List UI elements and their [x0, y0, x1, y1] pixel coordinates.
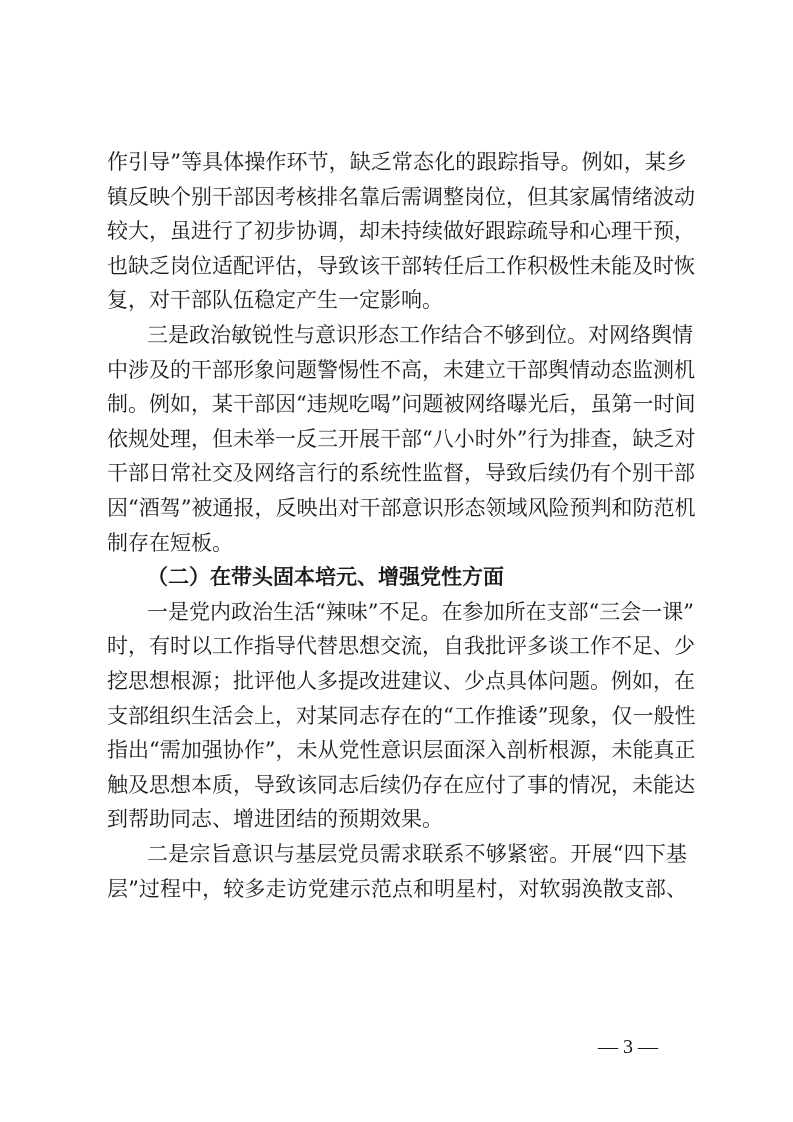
- body-line-7: 中涉及的干部形象问题警惕性不高，未建立干部舆情动态监测机: [107, 358, 695, 382]
- body-line-4: 也缺乏岗位适配评估，导致该干部转任后工作积极性未能及时恢: [107, 254, 695, 278]
- body-line-15: 时，有时以工作指导代替思想交流，自我批评多谈工作不足、少: [107, 634, 695, 658]
- section-heading: （二）在带头固本培元、增强党性方面: [147, 565, 504, 589]
- body-line-12: 制存在短板。: [107, 531, 233, 555]
- body-line-9: 依规处理，但未举一反三开展干部“八小时外”行为排查，缺乏对: [107, 427, 696, 451]
- body-line-5: 复，对干部队伍稳定产生一定影响。: [107, 288, 443, 312]
- paragraph-three-start: 三是政治敏锐性与意识形态工作结合不够到位。对网络舆情: [147, 323, 693, 347]
- body-line-3: 较大，虽进行了初步协调，却未持续做好跟踪疏导和心理干预，: [107, 219, 695, 243]
- page-number: — 3 —: [598, 1036, 658, 1058]
- paragraph-one-start: 一是党内政治生活“辣味”不足。在参加所在支部“三会一课”: [147, 600, 694, 624]
- body-line-1: 作引导”等具体操作环节，缺乏常态化的跟踪指导。例如，某乡: [107, 150, 687, 174]
- body-line-10: 干部日常社交及网络言行的系统性监督，导致后续仍有个别干部: [107, 461, 695, 485]
- body-line-22: 层”过程中，较多走访党建示范点和明星村，对软弱涣散支部、: [107, 877, 687, 901]
- body-line-17: 支部组织生活会上，对某同志存在的“工作推诿”现象，仅一般性: [107, 704, 696, 728]
- body-line-19: 触及思想本质，导致该同志后续仍存在应付了事的情况，未能达: [107, 773, 695, 797]
- paragraph-two-start: 二是宗旨意识与基层党员需求联系不够紧密。开展“四下基: [147, 842, 687, 866]
- body-line-2: 镇反映个别干部因考核排名靠后需调整岗位，但其家属情绪波动: [107, 185, 695, 209]
- body-line-16: 挖思想根源；批评他人多提改进建议、少点具体问题。例如，在: [107, 669, 695, 693]
- body-line-8: 制。例如，某干部因“违规吃喝”问题被网络曝光后，虽第一时间: [107, 392, 696, 416]
- body-line-20: 到帮助同志、增进团结的预期效果。: [107, 807, 443, 831]
- body-line-11: 因“酒驾”被通报，反映出对干部意识形态领域风险预判和防范机: [107, 496, 696, 520]
- body-line-18: 指出“需加强协作”，未从党性意识层面深入剖析根源，未能真正: [107, 738, 696, 762]
